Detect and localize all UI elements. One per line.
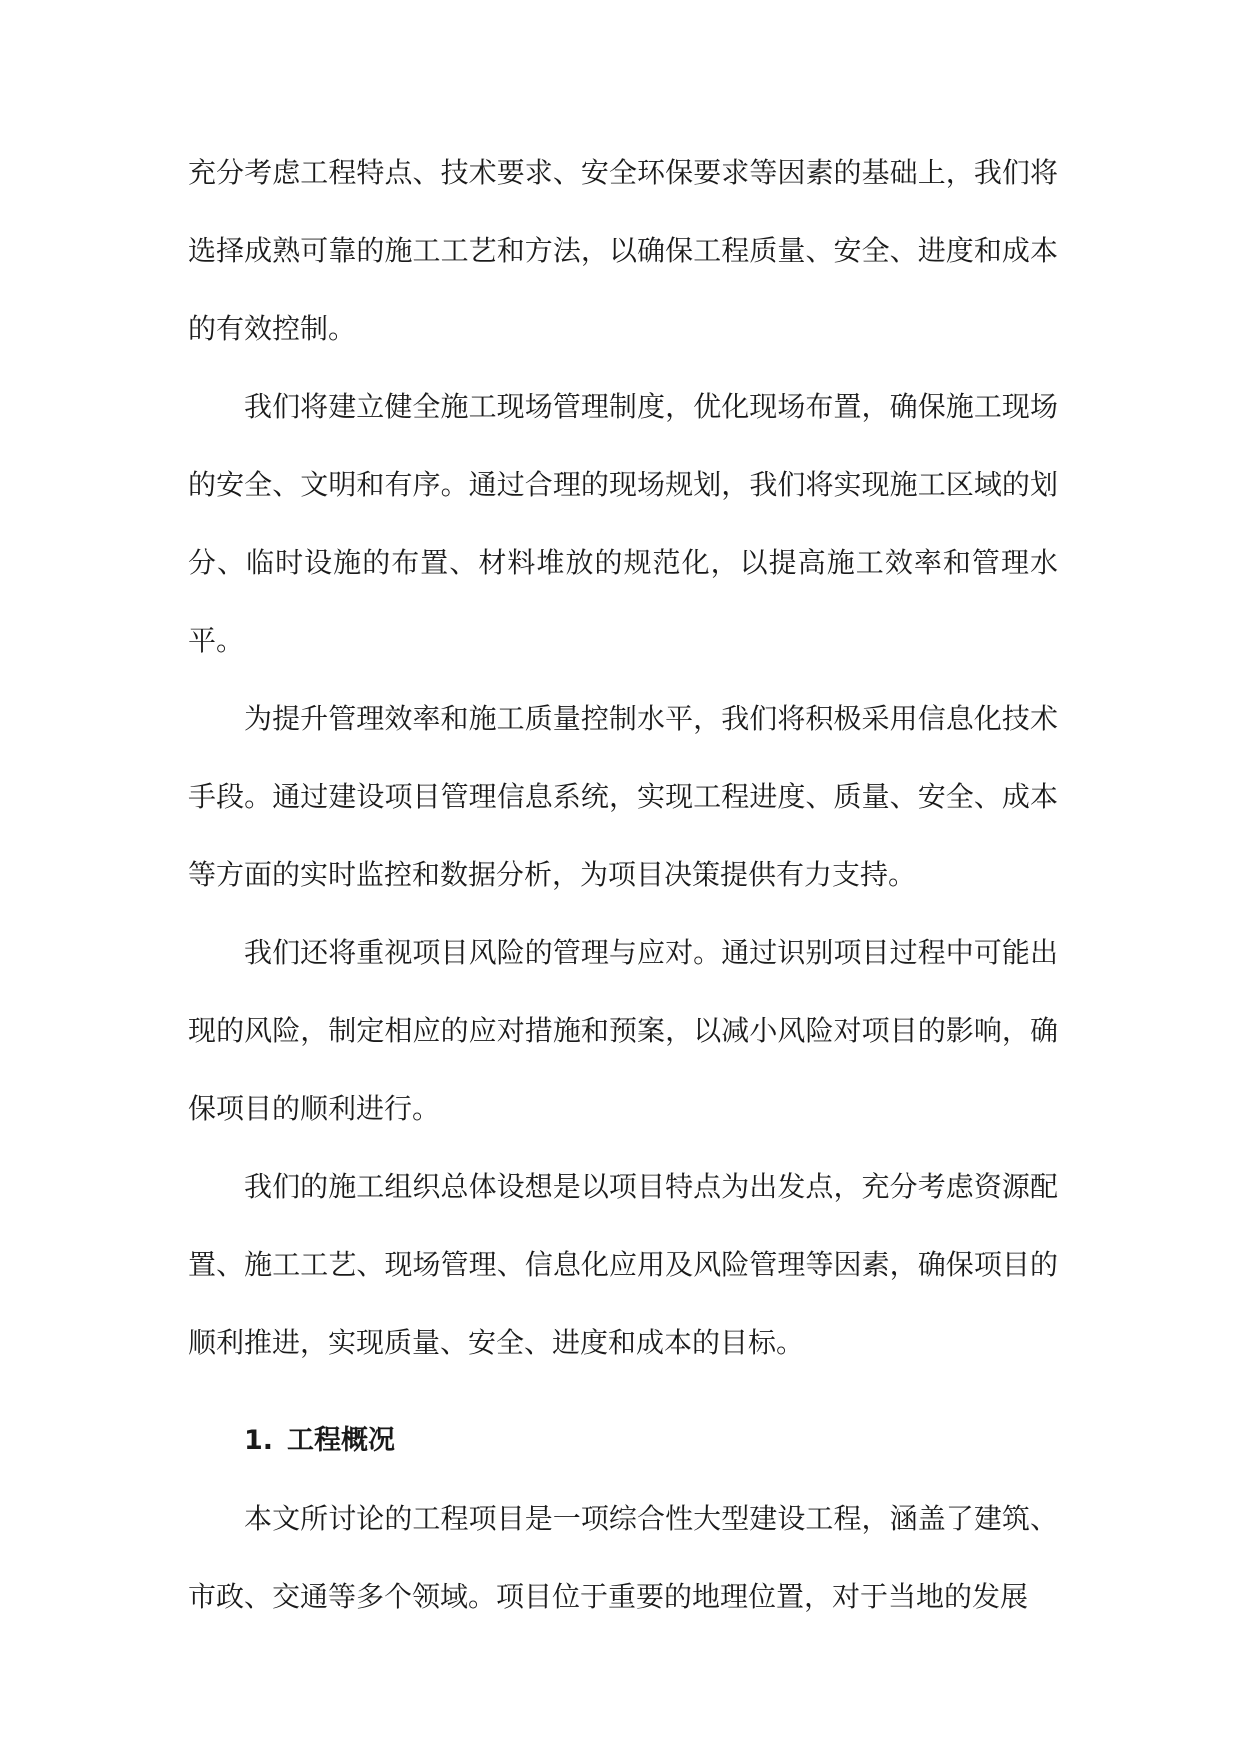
document-body xyxy=(188,134,1058,1636)
section-title: 工程概况 xyxy=(287,1425,396,1456)
paragraph-continuation: 充分考虑工程特点、技术要求、安全环保要求等因素的基础上，我们将选择成熟可靠的施工工艺和方法，以确保工程质量、安全、进度和成本的有效控制。 xyxy=(188,156,1058,345)
paragraph-information-technology: 为提升管理效率和施工质量控制水平，我们将积极采用信息化技术手段。通过建设项目管理信息系统，实现工程进度、质量、安全、成本等方面的实时监控和数据分析，为项目决策提供有力支持。 xyxy=(188,702,1058,891)
paragraph-overall-concept: 我们的施工组织总体设想是以项目特点为出发点，充分考虑资源配置、施工工艺、现场管理、信息化应用及风险管理等因素，确保项目的顺利推进，实现质量、安全、进度和成本的目标。 xyxy=(188,1170,1058,1359)
paragraph-risk-management: 我们还将重视项目风险的管理与应对。通过识别项目过程中可能出现的风险，制定相应的应对措施和预案，以减小风险对项目的影响，确保项目的顺利进行。 xyxy=(188,936,1058,1125)
section-number: 1. xyxy=(244,1425,274,1456)
paragraph-site-management: 我们将建立健全施工现场管理制度，优化现场布置，确保施工现场的安全、文明和有序。通过合理的现场规划，我们将实现施工区域的划分、临时设施的布置、材料堆放的规范化，以提高施工效率和管理水平。 xyxy=(188,390,1058,657)
section-heading xyxy=(244,1402,1058,1480)
paragraph-project-overview: 本文所讨论的工程项目是一项综合性大型建设工程，涵盖了建筑、市政、交通等多个领域。项目位于重要的地理位置，对于当地的发展 xyxy=(188,1502,1058,1613)
